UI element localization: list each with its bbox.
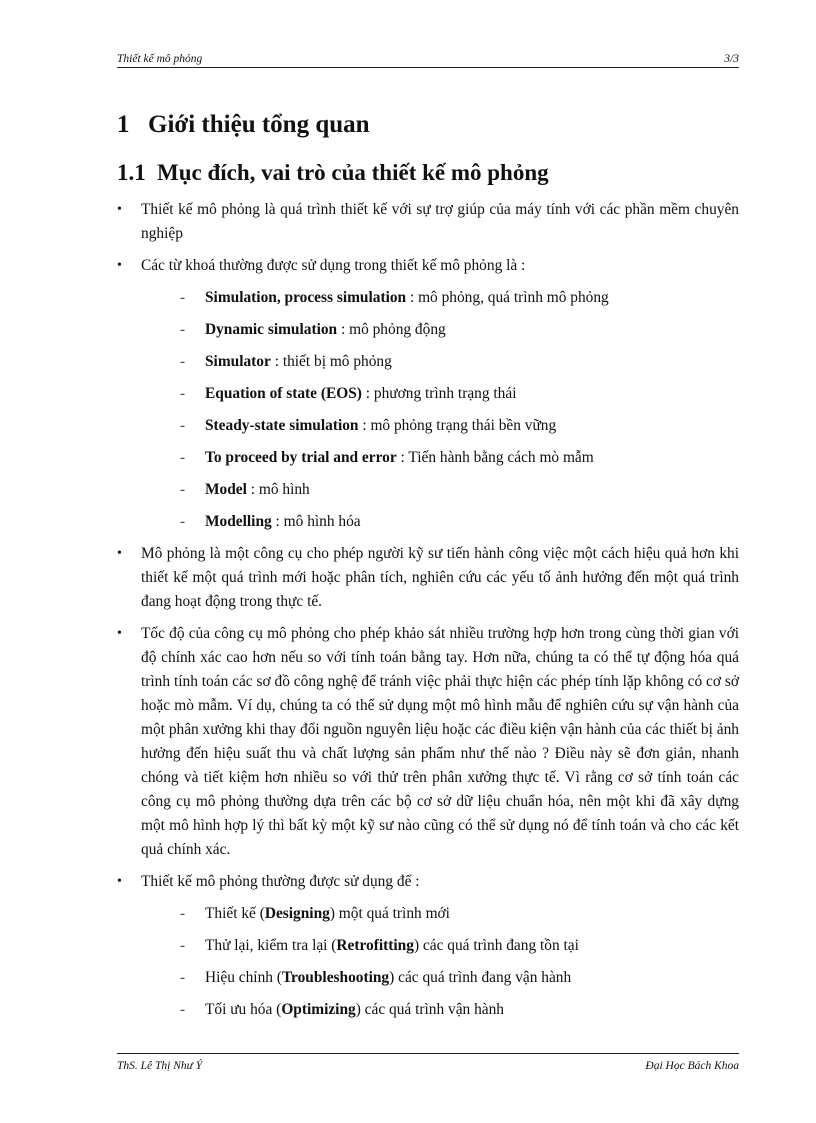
use-term: Optimizing: [281, 1001, 356, 1018]
use-post: ) một quá trình mới: [329, 905, 450, 922]
keyword-meaning: : mô phỏng, quá trình mô phỏng: [406, 289, 609, 306]
uses-list: [141, 902, 739, 1022]
subsection-number: 1.1: [117, 160, 146, 185]
institution: Đại Học Bách Khoa: [645, 1060, 739, 1072]
bullet-text: Các từ khoá thường được sử dụng trong thiết kế mô phỏng là :: [141, 257, 526, 274]
section-number: 1: [117, 111, 130, 138]
keyword-item: [141, 510, 739, 534]
bullet-item: [117, 622, 739, 862]
dash-icon: -: [180, 481, 186, 498]
use-pre: Thiết kế (: [205, 905, 265, 922]
bullet-text: Tốc độ của công cụ mô phỏng cho phép khảo sát nhiều trường hợp hơn trong cùng thời gian với độ chính xác cao hơn nếu so với tính toán bằng tay. Hơn nữa, chúng ta có thể tự động hóa quá trình tính toán các sơ đồ công nghệ để tránh việc phải thực hiện các phép tính lặp không có cơ sở hoặc mò mẫm. Ví dụ, chúng ta có thể sử dụng một mô hình mẫu để nghiên cứu sự vận hành của một phân xưởng khi thay đổi nguồn nguyên liệu hoặc các điều kiện vận hành của các thiết bị ảnh hưởng đến hiệu suất thu và chất lượng sản phẩm như thế nào ? Điều này sẽ đơn giản, nhanh chóng và tiết kiệm hơn nhiều so với thử trên phân xưởng thực tế. Vì rằng cơ sở tính toán các công cụ mô phỏng thường dựa trên các bộ cơ sở dữ liệu chuẩn hóa, nên một khi đã xây dựng một mô hình hợp lý thì bất kỳ một kỹ sư nào cũng có thể sử dụng nó để tính toán và cho các kết quả chính xác.: [141, 625, 739, 858]
use-item: [141, 902, 739, 926]
bullet-icon: •: [117, 546, 122, 561]
keyword-meaning: : thiết bị mô phỏng: [270, 353, 392, 370]
dash-icon: -: [180, 321, 186, 338]
keyword-term: Steady-state simulation: [205, 417, 359, 434]
dash-icon: -: [180, 449, 186, 466]
dash-icon: -: [180, 289, 186, 306]
keyword-term: Modelling: [205, 513, 272, 530]
bullet-text: Thiết kế mô phỏng thường được sử dụng để :: [141, 873, 420, 890]
keyword-meaning: : mô phỏng trạng thái bền vững: [358, 417, 557, 434]
keyword-list: [141, 286, 739, 534]
dash-icon: -: [180, 385, 186, 402]
bullet-text: Thiết kế mô phỏng là quá trình thiết kế với sự trợ giúp của máy tính với các phần mềm chuyên nghiệp: [141, 201, 739, 242]
keyword-meaning: : mô hình: [246, 481, 310, 498]
page-footer: [117, 1053, 739, 1074]
bullet-list: [117, 198, 739, 1022]
bullet-text: Mô phỏng là một công cụ cho phép người kỹ sư tiến hành công việc một cách hiệu quả hơn khi thiết kế một quá trình mới hoặc phân tích, nghiên cứu các yếu tố ảnh hưởng đến một quá trình đang hoạt động trong thực tế.: [141, 545, 739, 610]
keyword-term: Simulator: [205, 353, 271, 370]
dash-icon: -: [180, 969, 186, 986]
keyword-term: Dynamic simulation: [205, 321, 338, 338]
use-pre: Hiệu chỉnh (: [205, 969, 282, 986]
keyword-term: Model: [205, 481, 247, 498]
use-item: [141, 966, 739, 990]
bullet-icon: •: [117, 202, 122, 217]
dash-icon: -: [180, 513, 186, 530]
use-term: Retrofitting: [336, 937, 414, 954]
subsection-title: Mục đích, vai trò của thiết kế mô phỏng: [157, 160, 549, 185]
bullet-icon: •: [117, 258, 122, 273]
bullet-item: [117, 254, 739, 534]
keyword-item: [141, 286, 739, 310]
keyword-item: [141, 350, 739, 374]
bullet-icon: •: [117, 626, 122, 641]
dash-icon: -: [180, 905, 186, 922]
dash-icon: -: [180, 1001, 186, 1018]
keyword-item: [141, 414, 739, 438]
keyword-meaning: : phương trình trạng thái: [361, 385, 517, 402]
use-item: [141, 934, 739, 958]
keyword-item: [141, 478, 739, 502]
bullet-item: [117, 542, 739, 614]
header-title: Thiết kế mô phỏng: [117, 53, 203, 65]
use-term: Troubleshooting: [281, 969, 390, 986]
bullet-item: [117, 870, 739, 1022]
use-item: [141, 998, 739, 1022]
document-body: [117, 106, 739, 1030]
bullet-icon: •: [117, 874, 122, 889]
dash-icon: -: [180, 353, 186, 370]
page-number: 3/3: [724, 53, 739, 65]
use-post: ) các quá trình vận hành: [355, 1001, 504, 1018]
use-post: ) các quá trình đang vận hành: [389, 969, 572, 986]
keyword-item: [141, 446, 739, 470]
section-heading: [117, 106, 739, 144]
use-post: ) các quá trình đang tồn tại: [413, 937, 579, 954]
keyword-item: [141, 318, 739, 342]
keyword-meaning: : Tiến hành bằng cách mò mẫm: [396, 449, 594, 466]
keyword-meaning: : mô hình hóa: [271, 513, 361, 530]
section-title: Giới thiệu tổng quan: [148, 111, 370, 138]
keyword-term: Simulation, process simulation: [205, 289, 407, 306]
keyword-meaning: : mô phỏng động: [337, 321, 446, 338]
keyword-item: [141, 382, 739, 406]
use-pre: Tối ưu hóa (: [205, 1001, 282, 1018]
keyword-term: Equation of state (EOS): [205, 385, 362, 402]
page-header: [117, 52, 739, 68]
author: ThS. Lê Thị Như Ý: [117, 1060, 203, 1072]
dash-icon: -: [180, 937, 186, 954]
keyword-term: To proceed by trial and error: [205, 449, 397, 466]
use-term: Designing: [264, 905, 330, 922]
bullet-item: [117, 198, 739, 246]
subsection-heading: [117, 156, 739, 190]
dash-icon: -: [180, 417, 186, 434]
use-pre: Thử lại, kiểm tra lại (: [205, 937, 337, 954]
